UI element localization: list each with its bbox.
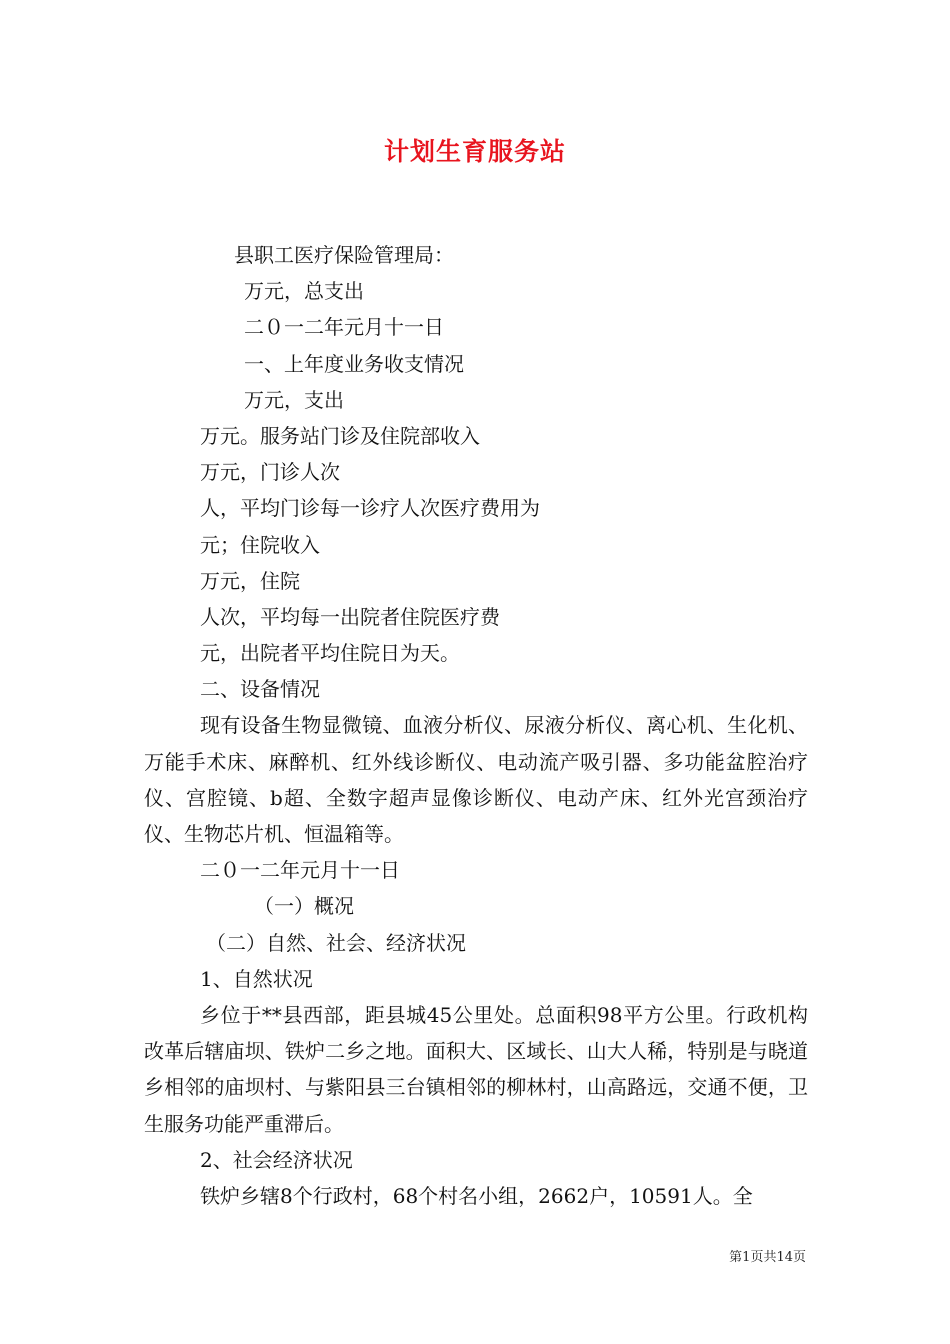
document-body — [144, 237, 808, 1214]
subsection-heading: （一）概况 — [254, 894, 354, 919]
subsection-heading: 1、自然状况 — [200, 966, 313, 991]
document-title: 计划生育服务站 — [383, 137, 566, 166]
body-line: 万元，门诊人次 — [200, 460, 340, 485]
date-line: 二０一二年元月十一日 — [244, 315, 444, 340]
body-line: 铁炉乡辖8个行政村，68个村名小组，2662户，10591人。全 — [200, 1184, 753, 1208]
subsection-heading: （二）自然、社会、经济状况 — [206, 930, 466, 955]
subsection-heading: 2、社会经济状况 — [200, 1147, 353, 1172]
body-line: 人，平均门诊每一诊疗人次医疗费用为 — [200, 496, 540, 521]
date-line: 二０一二年元月十一日 — [200, 858, 400, 883]
body-line: 元，出院者平均住院日为天。 — [200, 641, 460, 666]
section-heading: 二、设备情况 — [200, 677, 320, 702]
body-line: 万元，总支出 — [244, 279, 364, 304]
body-line: 万元。服务站门诊及住院部收入 — [200, 423, 480, 448]
section-heading: 一、上年度业务收支情况 — [244, 351, 464, 376]
addressee-line: 县职工医疗保险管理局： — [234, 243, 454, 267]
body-line: 人次，平均每一出院者住院医疗费 — [200, 604, 500, 629]
body-line: 元；住院收入 — [200, 532, 320, 557]
body-line: 万元，支出 — [244, 387, 344, 412]
natural-paragraph: 乡位于**县西部，距县城45公里处。总面积98平方公里。行政机构改革后辖庙坝、铁炉二乡之地。面积大、区域长、山大人稀，特别是与晓道乡相邻的庙坝村、与紫阳县三台镇相邻的柳林村，山高路远，交通不便，卫生服务功能严重滞后。 — [144, 1003, 808, 1136]
body-line: 万元，住院 — [200, 568, 300, 593]
equipment-paragraph: 现有设备生物显微镜、血液分析仪、尿液分析仪、离心机、生化机、万能手术床、麻醉机、红外线诊断仪、电动流产吸引器、多功能盆腔治疗仪、宫腔镜、b超、全数字超声显像诊断仪、电动产床、红外光宫颈治疗仪、生物芯片机、恒温箱等。 — [144, 713, 808, 847]
page-number: 第1页共14页 — [729, 1250, 806, 1265]
